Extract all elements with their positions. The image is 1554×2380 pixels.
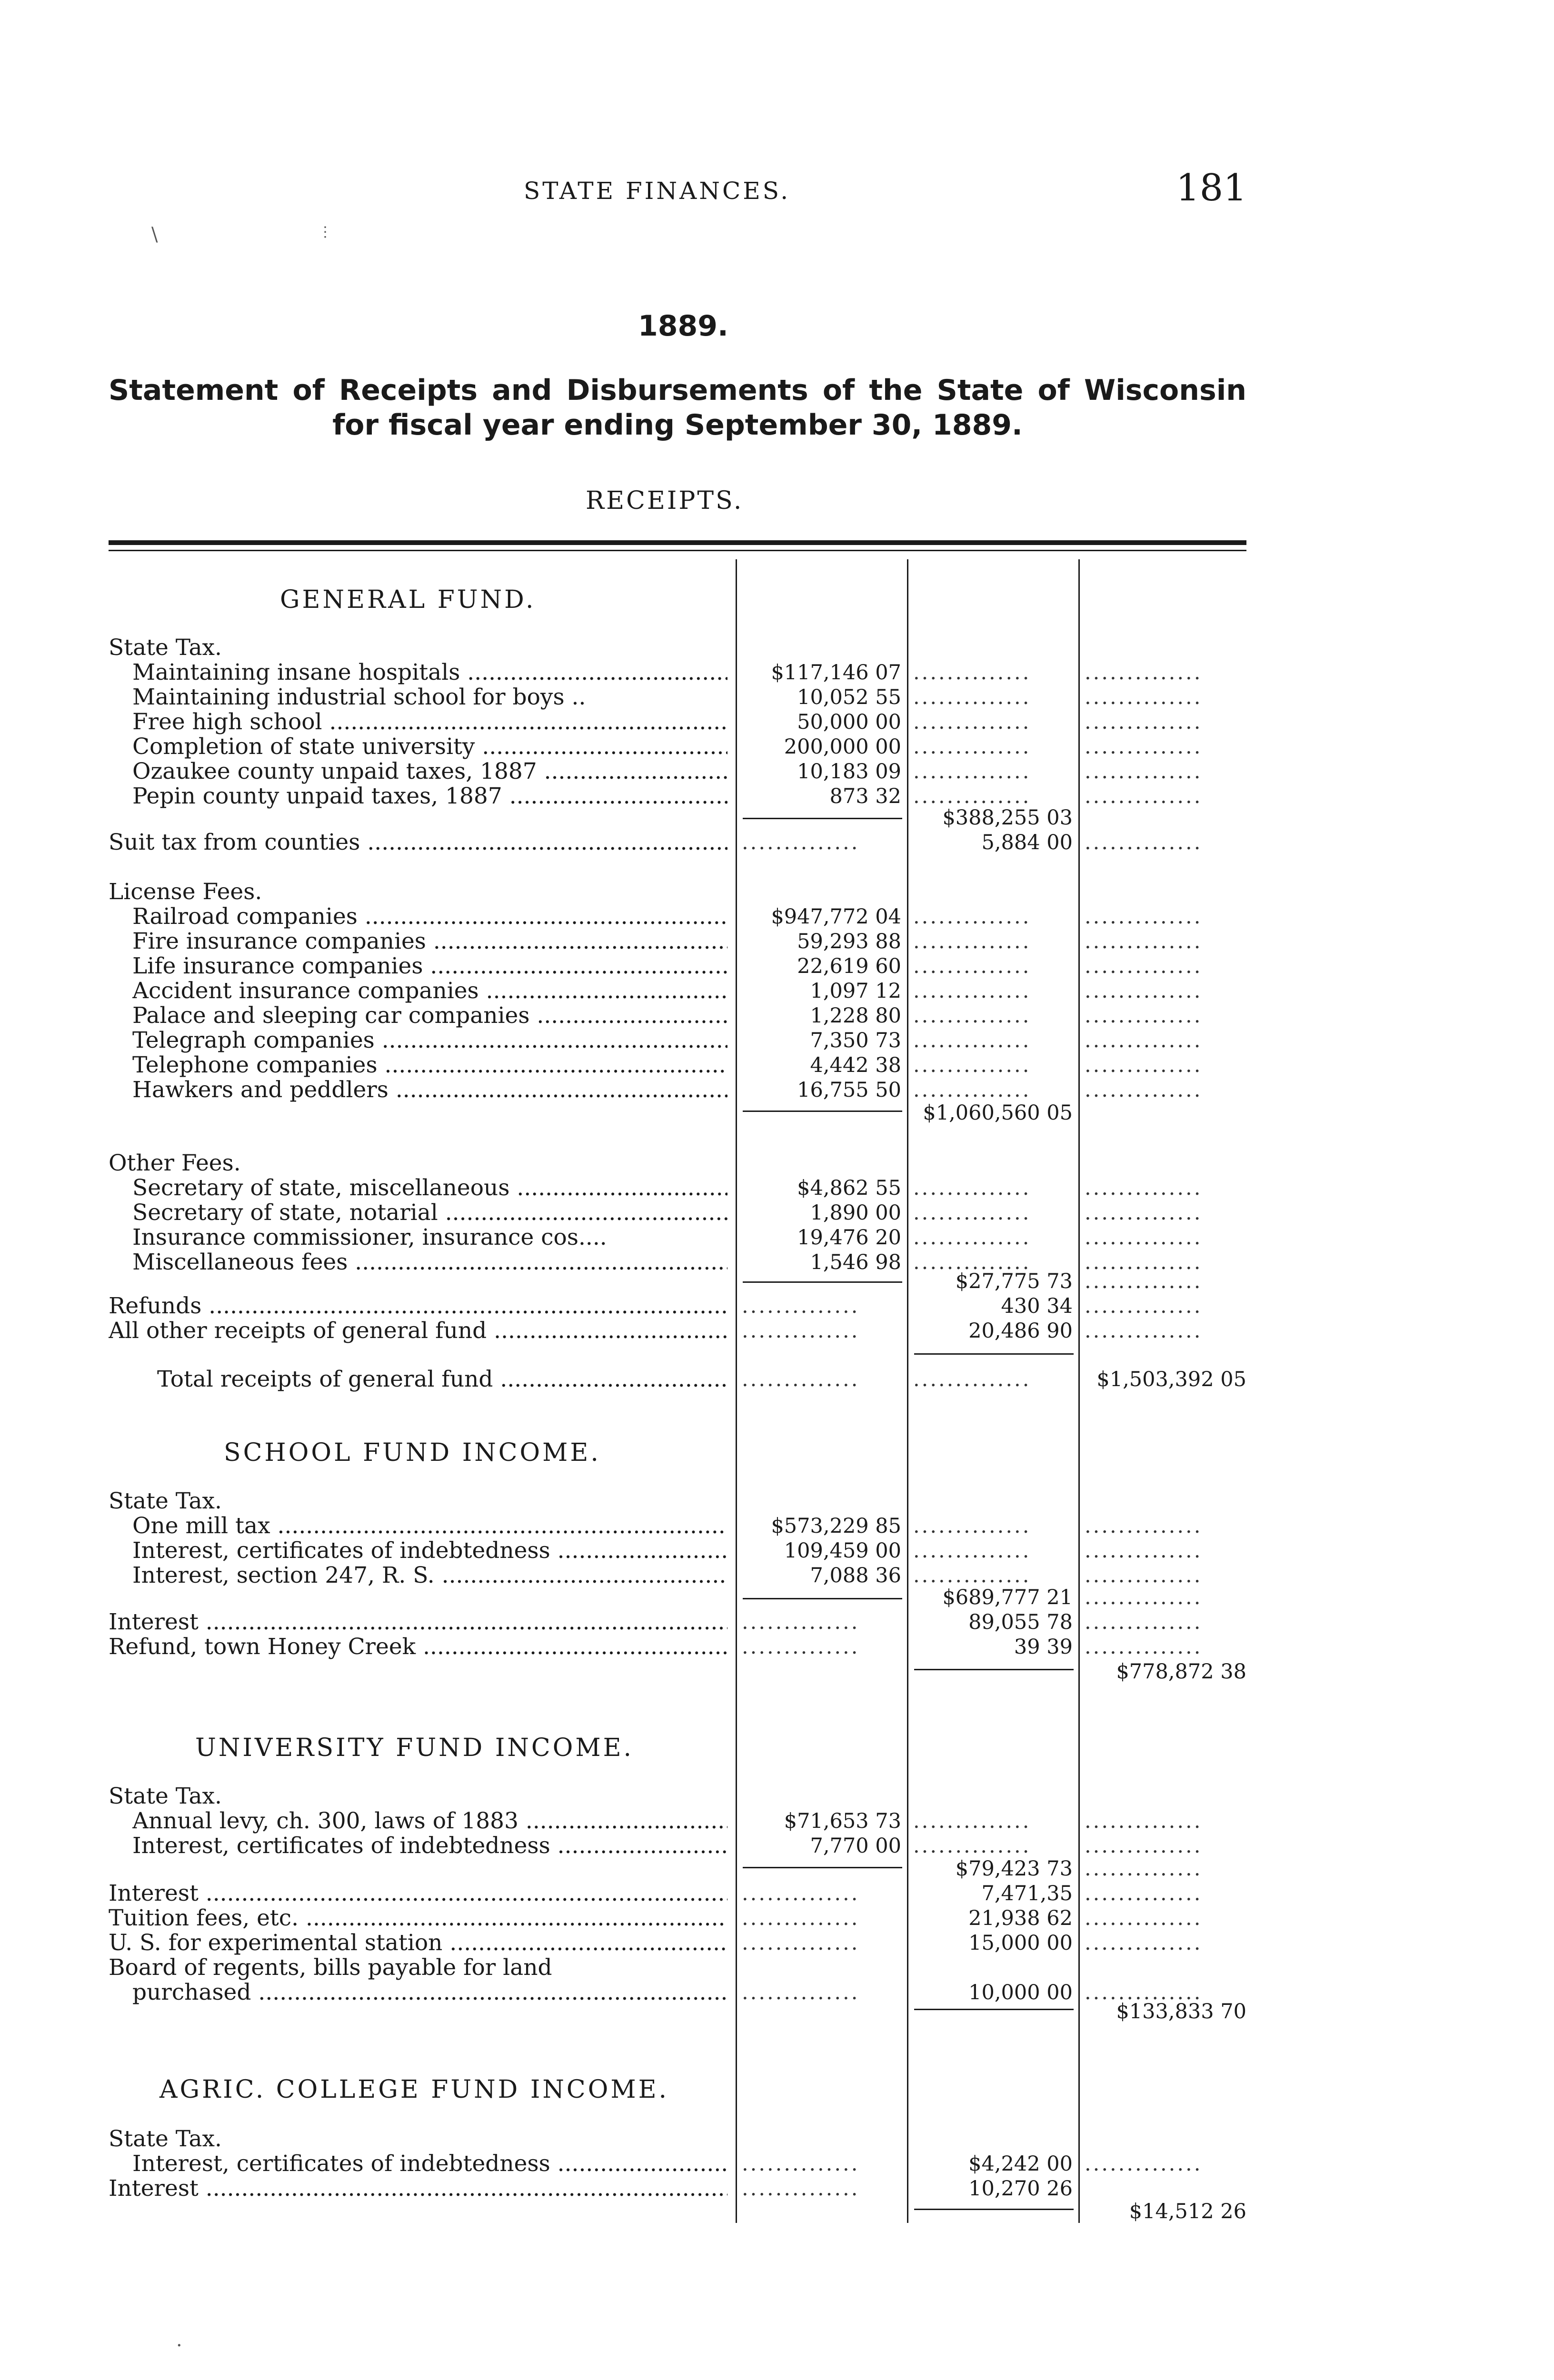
table-row: Maintaining industrial school for boys .. 10,052 55 .............. .............. — [132, 685, 1203, 710]
table-row: Completion of state university ..... 200,000 00 .............. .............. — [109, 734, 1246, 759]
table-row: Interest ..... .............. 89,055 78 .............. — [109, 1610, 1246, 1635]
table-row: Interest, certificates of indebtedness ..... 109,459 00 .............. .............. — [109, 1538, 1246, 1563]
year-heading: 1889. — [638, 309, 728, 343]
table-row: Refunds ..... .............. 430 34 .............. — [109, 1294, 1246, 1319]
school-fund-heading: SCHOOL FUND INCOME. — [224, 1438, 601, 1467]
scan-speck: · — [176, 2335, 182, 2357]
top-rule-thin — [109, 550, 1246, 551]
table-row: Life insurance companies ..... 22,619 60 .............. .............. — [109, 954, 1246, 979]
table-row: Secretary of state, miscellaneous ..... $4,862 55 .............. .............. — [109, 1176, 1246, 1200]
table-row: Pepin county unpaid taxes, 1887 ..... 873 32 .............. .............. — [109, 784, 1246, 809]
total-row: $133,833 70 — [1116, 2000, 1246, 2023]
table-row: All other receipts of general fund ..... .............. 20,486 90 .............. — [109, 1319, 1246, 1343]
table-row: One mill tax ..... $573,229 85 .............. .............. — [109, 1514, 1246, 1538]
license-fees-label: License Fees. — [109, 880, 262, 904]
page-number: 181 — [1176, 167, 1247, 209]
table-row: Suit tax from counties ..... .............. 5,884 00 .............. — [109, 830, 1246, 855]
table-row: Railroad companies ..... $947,772 04 .............. .............. — [109, 904, 1246, 929]
table-row: Interest ..... .............. 7,471,35 .............. — [109, 1881, 1246, 1906]
table-row: Interest ..... .............. 10,270 26 — [109, 2176, 1246, 2201]
subtotal-row: $1,060,560 05 — [923, 1101, 1073, 1125]
table-row: Secretary of state, notarial ..... 1,890 00 .............. .............. — [109, 1200, 1246, 1225]
table-row: Insurance commissioner, insurance cos.... 19,476 20 .............. .............. — [132, 1225, 1203, 1250]
running-title: STATE FINANCES. — [524, 177, 791, 205]
total-row: Total receipts of general fund ..... .............. .............. $1,503,392 05 — [109, 1367, 1246, 1392]
table-row: Interest, section 247, R. S. ..... 7,088 36 .............. .............. — [109, 1563, 1246, 1588]
general-fund-heading: GENERAL FUND. — [280, 585, 536, 614]
sum-rule — [914, 1353, 1074, 1355]
state-tax-label: State Tax. — [109, 2127, 222, 2152]
table-row: Interest, certificates of indebtedness ..... 7,770 00 .............. .............. — [109, 1834, 1246, 1858]
table-row: Board of regents, bills payable for land — [109, 1955, 552, 1980]
subtotal-row: $388,255 03 — [942, 806, 1073, 830]
table-row: Fire insurance companies ..... 59,293 88 .............. .............. — [109, 929, 1246, 954]
receipts-heading: RECEIPTS. — [586, 486, 744, 515]
subtotal-row: $79,423 73 .............. — [955, 1857, 1203, 1881]
state-tax-label: State Tax. — [109, 635, 222, 660]
table-row: Maintaining insane hospitals ..... $117,146 07 .............. .............. — [109, 660, 1246, 685]
table-row: Palace and sleeping car companies ..... 1,228 80 .............. .............. — [109, 1003, 1246, 1028]
total-row: $778,872 38 — [1116, 1660, 1246, 1684]
table-row: Free high school ..... 50,000 00 .............. .............. — [109, 710, 1246, 734]
top-rule-thick — [109, 540, 1246, 545]
state-tax-label: State Tax. — [109, 1784, 222, 1809]
table-row: Tuition fees, etc. ..... .............. 21,938 62 .............. — [109, 1906, 1246, 1931]
subtotal-row: $27,775 73 .............. — [955, 1269, 1203, 1293]
table-row: U. S. for experimental station ..... .............. 15,000 00 .............. — [109, 1931, 1246, 1955]
scan-speck: ⋮ — [318, 224, 332, 240]
agric-fund-heading: AGRIC. COLLEGE FUND INCOME. — [159, 2075, 669, 2104]
table-row: Hawkers and peddlers ..... 16,755 50 .............. .............. — [109, 1078, 1246, 1102]
table-row: Annual levy, ch. 300, laws of 1883 ..... $71,653 73 .............. .............. — [109, 1809, 1246, 1834]
total-row: $14,512 26 — [1129, 2200, 1246, 2223]
scan-speck: \ — [151, 224, 158, 246]
table-row: Accident insurance companies ..... 1,097 12 .............. .............. — [109, 979, 1246, 1003]
statement-title-line2: for fiscal year ending September 30, 1889. — [332, 408, 1023, 442]
university-fund-heading: UNIVERSITY FUND INCOME. — [195, 1734, 634, 1762]
subtotal-row: $689,777 21 .............. — [942, 1586, 1203, 1609]
other-fees-label: Other Fees. — [109, 1151, 241, 1176]
state-tax-label: State Tax. — [109, 1489, 222, 1514]
table-row: Ozaukee county unpaid taxes, 1887 ..... 10,183 09 .............. .............. — [109, 759, 1246, 784]
table-row: purchased ..... .............. 10,000 00 .............. — [109, 1980, 1246, 2005]
table-row: Refund, town Honey Creek ..... .............. 39 39 .............. — [109, 1635, 1246, 1659]
statement-title-line1: Statement of Receipts and Disbursements of the State of Wisconsin — [109, 374, 1246, 407]
table-row: Telegraph companies ..... 7,350 73 .............. .............. — [109, 1028, 1246, 1053]
table-row: Telephone companies ..... 4,442 38 .............. .............. — [109, 1053, 1246, 1078]
table-row: Miscellaneous fees ..... 1,546 98 .............. .............. — [109, 1250, 1246, 1275]
table-row: Interest, certificates of indebtedness ..... .............. $4,242 00 .............. — [109, 2152, 1246, 2176]
